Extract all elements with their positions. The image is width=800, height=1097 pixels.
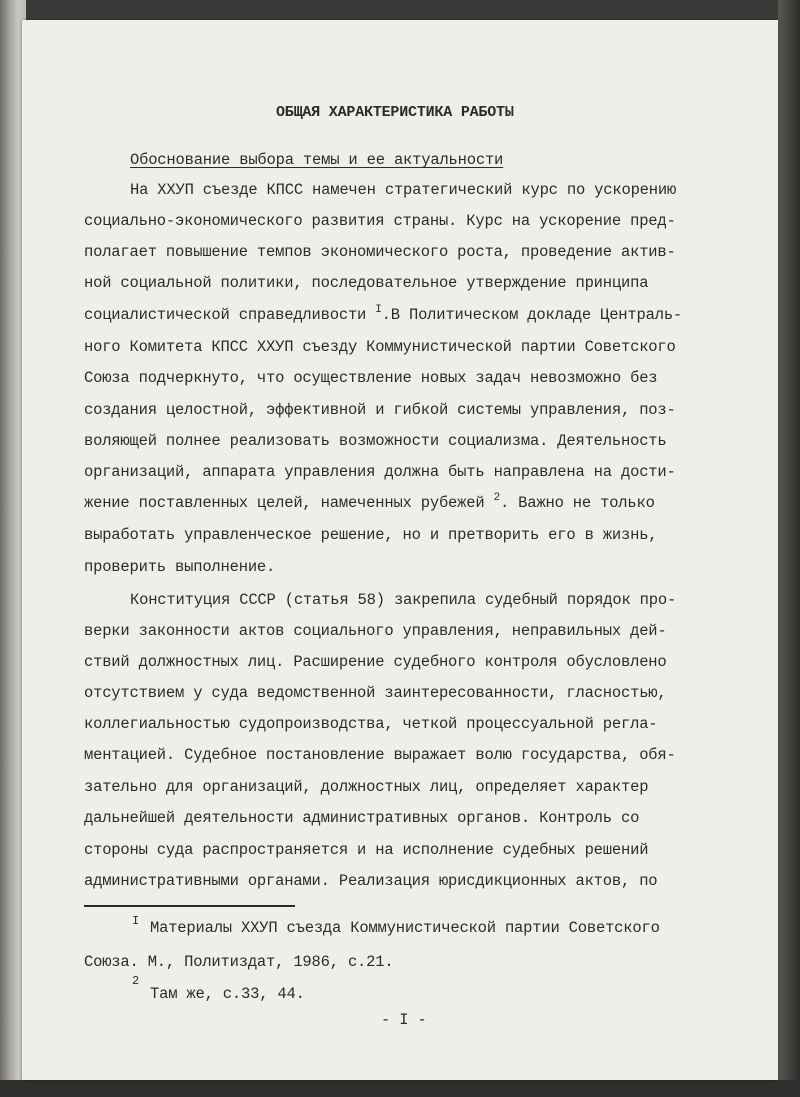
page-number: - I - bbox=[381, 1011, 427, 1029]
text-line: На ХХУП съезде КПСС намечен стратегический курс по ускорению bbox=[130, 181, 677, 199]
text-line: ментацией. Судебное постановление выражает волю государства, обя- bbox=[84, 746, 676, 764]
text-line: организаций, аппарата управления должна быть направлена на дости- bbox=[84, 463, 676, 481]
text-line: верки законности актов социального управления, неправильных дей- bbox=[84, 622, 667, 640]
footnote-text: Там же, с.33, 44. bbox=[150, 985, 305, 1003]
footnote-text: Материалы ХХУП съезда Коммунистической партии Советского bbox=[150, 919, 660, 937]
text-line: отсутствием у суда ведомственной заинтересованности, гласностью, bbox=[84, 684, 667, 702]
footnote-text: Союза. М., Политиздат, 1986, с.21. bbox=[84, 953, 394, 971]
text-fragment: . Важно не только bbox=[499, 494, 655, 512]
footnote-reference: I bbox=[375, 304, 382, 316]
footnote-separator bbox=[84, 905, 295, 907]
text-line: административными органами. Реализация юрисдикционных актов, по bbox=[84, 872, 658, 890]
text-line: создания целостной, эффективной и гибкой системы управления, поз- bbox=[84, 401, 676, 419]
text-line: полагает повышение темпов экономического роста, проведение актив- bbox=[84, 243, 676, 261]
text-fragment: жение поставленных целей, намеченных рубежей bbox=[84, 494, 485, 512]
text-line: ной социальной политики, последовательное утверждение принципа bbox=[84, 274, 649, 292]
text-line bbox=[84, 306, 682, 324]
scan-background-bottom bbox=[0, 1080, 800, 1097]
text-fragment: социалистической справедливости bbox=[84, 306, 367, 324]
text-line: зательно для организаций, должностных лиц, определяет характер bbox=[84, 778, 649, 796]
text-line: социально-экономического развития страны. Курс на ускорение пред- bbox=[84, 212, 676, 230]
text-line: воляющей полнее реализовать возможности социализма. Деятельность bbox=[84, 432, 667, 450]
text-line: выработать управленческое решение, но и претворить его в жизнь, bbox=[84, 526, 658, 544]
text-line: ного Комитета КПСС ХХУП съезду Коммунистической партии Советского bbox=[84, 338, 676, 356]
text-line: Союза подчеркнуто, что осуществление новых задач невозможно без bbox=[84, 369, 658, 387]
document-heading: ОБЩАЯ ХАРАКТЕРИСТИКА РАБОТЫ bbox=[276, 104, 514, 121]
scan-background-right bbox=[778, 0, 800, 1097]
text-line: проверить выполнение. bbox=[84, 558, 276, 576]
footnote-reference: 2 bbox=[493, 492, 500, 504]
footnote-mark: 2 bbox=[132, 974, 140, 988]
footnote-mark: I bbox=[132, 914, 140, 928]
text-line bbox=[84, 494, 655, 512]
text-line: Конституция СССР (статья 58) закрепила судебный порядок про- bbox=[130, 591, 677, 609]
text-line: дальнейшей деятельности административных органов. Контроль со bbox=[84, 809, 640, 827]
text-line: коллегиальностью судопроизводства, четкой процессуальной регла- bbox=[84, 715, 658, 733]
text-line: ствий должностных лиц. Расширение судебного контроля обусловлено bbox=[84, 653, 667, 671]
section-subheading: Обоснование выбора темы и ее актуальности bbox=[130, 151, 504, 169]
text-line: стороны суда распространяется и на исполнение судебных решений bbox=[84, 841, 649, 859]
text-fragment: .В Политическом докладе Централь- bbox=[381, 306, 683, 324]
